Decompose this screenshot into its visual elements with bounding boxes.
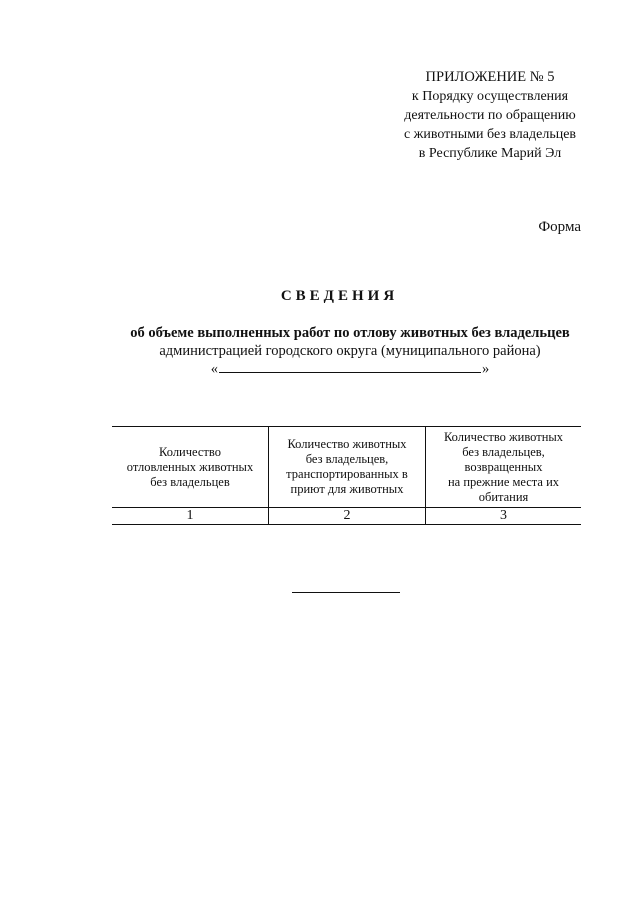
appendix-line: к Порядку осуществления (411, 89, 569, 104)
report-table (112, 426, 581, 525)
form-label: Форма (538, 219, 581, 235)
column-header-caught: Количество отловленных животных без владельцев (112, 427, 269, 508)
quote-close: » (482, 361, 490, 377)
table-header-row (112, 427, 581, 508)
subtitle-normal: администрацией городского округа (муниципального района) (159, 343, 541, 359)
subtitle-bold: об объеме выполненных работ по отлову животных без владельцев (130, 325, 570, 341)
document-subtitle (110, 324, 590, 378)
appendix-line: в Республике Марий Эл (418, 146, 562, 161)
quote-open: « (210, 361, 218, 377)
municipality-blank (211, 360, 490, 378)
fill-in-line (219, 360, 481, 373)
column-header-returned: Количество животных без владельцев, возвращенных на прежние места их обитания (426, 427, 582, 508)
column-header-transported: Количество животных без владельцев, транспортированных в приют для животных (269, 427, 426, 508)
closing-line (292, 592, 400, 593)
appendix-line: деятельности по обращению (404, 108, 576, 123)
appendix-line: с животными без владельцев (403, 127, 577, 142)
table-row (112, 508, 581, 525)
appendix-header (380, 68, 600, 163)
document-title: СВЕДЕНИЯ (280, 288, 399, 304)
column-number: 3 (426, 508, 582, 525)
appendix-number: ПРИЛОЖЕНИЕ № 5 (425, 69, 555, 85)
column-number: 1 (112, 508, 269, 525)
column-number: 2 (269, 508, 426, 525)
